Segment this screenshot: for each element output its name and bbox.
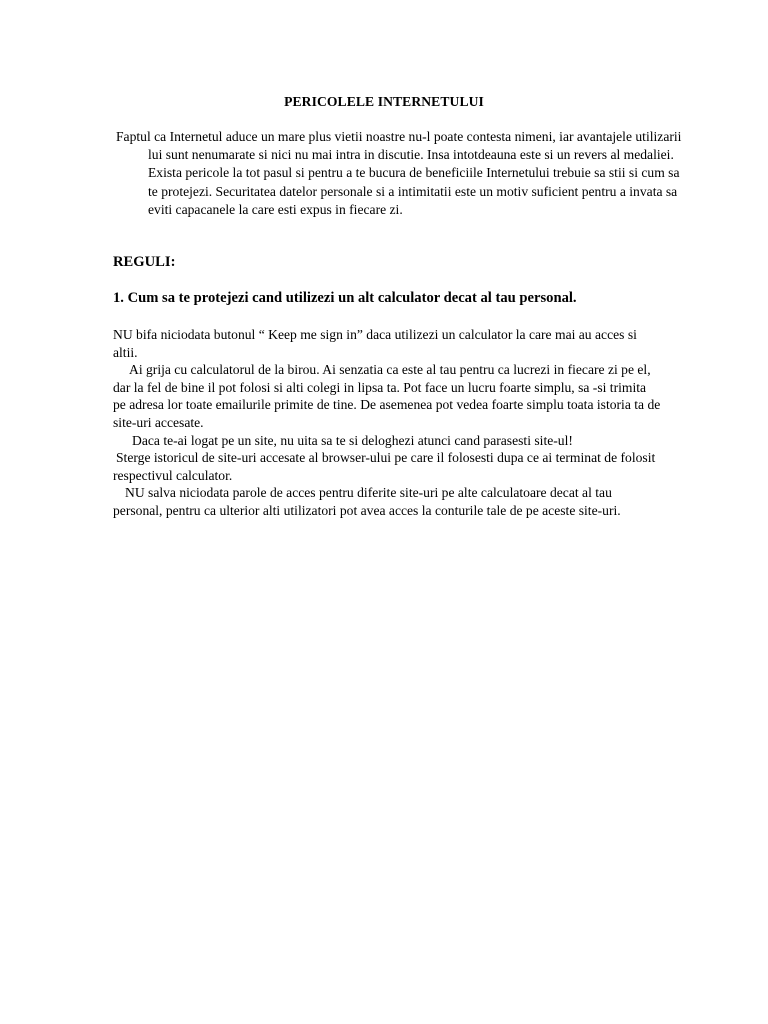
paragraph-logout: Daca te-ai logat pe un site, nu uita sa te si deloghezi atunci cand parasesti site-ul!: [132, 432, 573, 448]
paragraph-office-computer: Ai grija cu calculatorul de la birou. Ai senzatia ca este al tau pentru ca lucrezi in fiecare zi pe el, dar la fel de bine il pot folosi si alti colegi in lipsa ta. Pot face un lucru foarte simplu, sa -si trimita pe adresa lor toate emailurile primite de tine. De asemenea pot vedea foarte simplu toata istoria ta de site-uri accesate.: [113, 362, 661, 430]
reguli-heading: REGULI:: [113, 254, 176, 270]
paragraph-save-passwords: NU salva niciodata parole de acces pentru diferite site-uri pe alte calculatoare decat al tau personal, pentru ca ulterior alti utilizatori pot avea acces la conturile tale de pe aceste site-uri.: [113, 485, 621, 518]
page-title: PERICOLELE INTERNETULUI: [284, 94, 484, 109]
intro-paragraph: Faptul ca Internetul aduce un mare plus vietii noastre nu-l poate contesta nimeni, iar avantajele utilizarii lui sunt nenumarate si nici nu mai intra in discutie. Insa intotdeauna este si un revers al medaliei. Exista pericole la tot pasul si pentru a te bucura de beneficiile Internetului trebuie sa stii si cum sa te protejezi. Securitatea datelor personale si a intimitatii este un motiv suficient pentru a invata sa eviti capacanele la care esti expus in fiecare zi.: [116, 129, 682, 217]
rule-1-body: [113, 326, 661, 520]
paragraph-keep-me-signed-in: NU bifa niciodata butonul “ Keep me sign in” daca utilizezi un calculator la care mai au acces si altii.: [113, 327, 637, 360]
rule-1-heading: 1. Cum sa te protejezi cand utilizezi un alt calculator decat al tau personal.: [113, 290, 577, 306]
paragraph-clear-history: Sterge istoricul de site-uri accesate al browser-ului pe care il folosesti dupa ce ai terminat de folosit respectivul calculator.: [113, 450, 656, 483]
